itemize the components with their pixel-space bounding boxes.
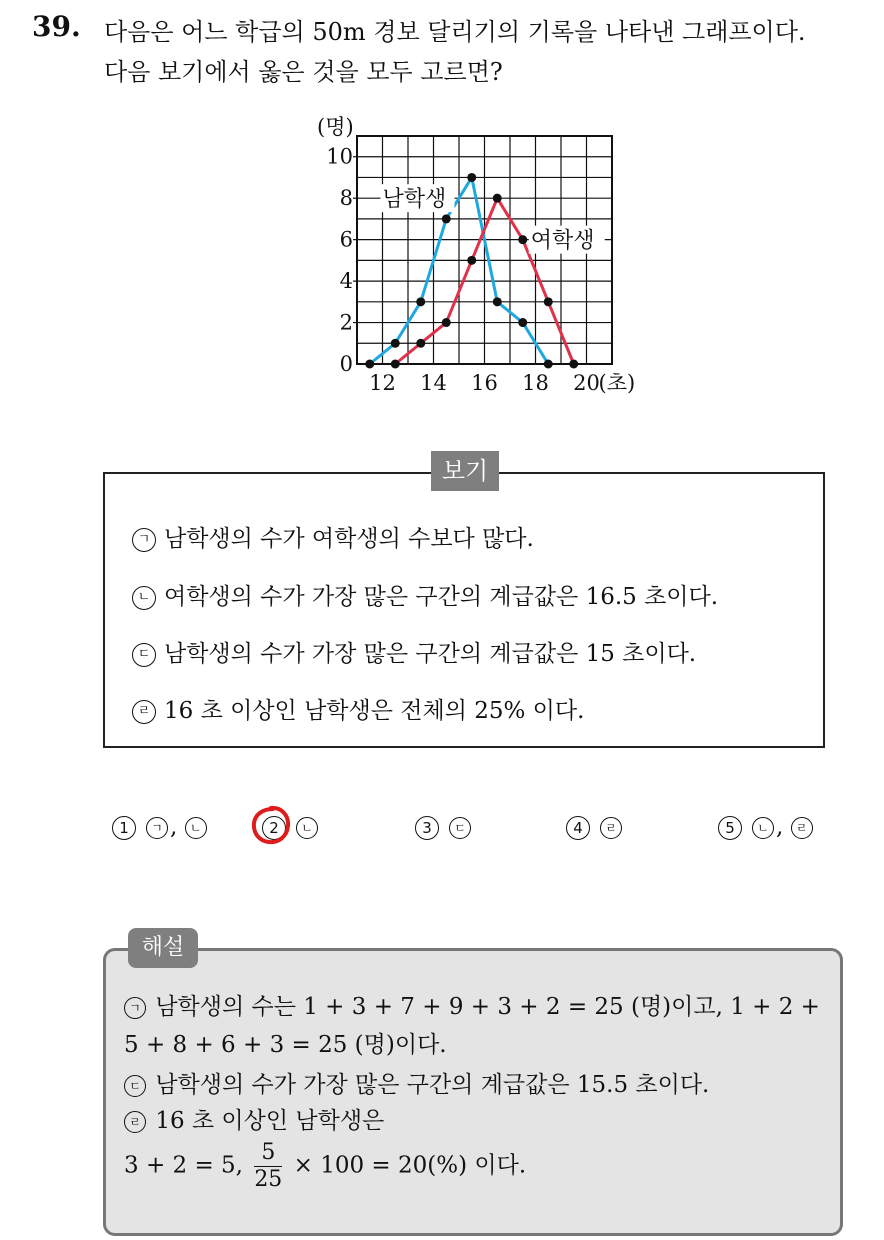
fraction bbox=[254, 1140, 282, 1193]
x-tick-label: 14 bbox=[420, 371, 447, 395]
bogi-item-text: 16 초 이상인 남학생은 전체의 25% 이다. bbox=[164, 698, 585, 724]
bogi-item bbox=[132, 692, 584, 725]
x-tick-label: 16 bbox=[471, 371, 498, 395]
data-point bbox=[442, 214, 451, 223]
mark-rieul: ㄹ bbox=[124, 1111, 146, 1133]
y-tick-label: 10 bbox=[326, 144, 353, 169]
question-number: 39. bbox=[32, 10, 81, 43]
answer-red-circle bbox=[250, 804, 292, 846]
bogi-item-mark: ㄱ bbox=[132, 528, 156, 552]
bogi-title: 보기 bbox=[431, 451, 499, 491]
fraction-numerator: 5 bbox=[254, 1140, 282, 1167]
x-axis-label: (초) bbox=[598, 371, 636, 395]
data-point bbox=[569, 360, 578, 369]
data-point bbox=[518, 235, 527, 244]
solution-line2: 5 + 8 + 6 + 3 = 25 (명)이다. bbox=[124, 1032, 447, 1058]
bogi-item bbox=[132, 635, 696, 668]
solution-line3 bbox=[124, 1066, 709, 1099]
data-point bbox=[416, 339, 425, 348]
choice-number: 3 bbox=[415, 816, 439, 840]
choice-number: 1 bbox=[112, 816, 136, 840]
choice-mark: ㄴ bbox=[296, 817, 318, 839]
y-tick-label: 6 bbox=[339, 227, 353, 252]
choice-mark: ㄴ bbox=[752, 817, 774, 839]
choice-mark: ㄹ bbox=[600, 817, 622, 839]
choice-4[interactable] bbox=[566, 814, 624, 840]
choice-mark: ㄱ bbox=[146, 817, 168, 839]
data-point bbox=[544, 360, 553, 369]
choice-number: 5 bbox=[718, 816, 742, 840]
fraction-denominator: 25 bbox=[254, 1167, 283, 1192]
y-tick-label: 2 bbox=[339, 310, 353, 335]
y-tick-label: 4 bbox=[339, 269, 353, 294]
data-point bbox=[391, 339, 400, 348]
record-line-chart bbox=[300, 108, 660, 408]
series-label-female: 여학생 bbox=[530, 228, 595, 254]
data-point bbox=[365, 360, 374, 369]
solution-line5 bbox=[124, 1140, 526, 1193]
choice-mark: ㄴ bbox=[185, 817, 207, 839]
bogi-item-text: 여학생의 수가 가장 많은 구간의 계급값은 16.5 초이다. bbox=[164, 584, 719, 610]
solution-title: 해설 bbox=[128, 928, 198, 968]
bogi-item-text: 남학생의 수가 여학생의 수보다 많다. bbox=[164, 526, 534, 552]
y-axis-label: (명) bbox=[317, 115, 354, 139]
data-point bbox=[493, 297, 502, 306]
series-label-male: 남학생 bbox=[382, 187, 447, 213]
solution-line5-b: × 100 = 20(%) 이다. bbox=[293, 1152, 527, 1179]
data-point bbox=[391, 360, 400, 369]
choice-number: 2 bbox=[262, 816, 286, 840]
mark-digeut: ㄷ bbox=[124, 1075, 146, 1097]
solution-line1-text: 남학생의 수는 1 + 3 + 7 + 9 + 3 + 2 = 25 (명)이고, 1 + 2 + bbox=[155, 994, 820, 1020]
question-text-line1: 다음은 어느 학급의 50m 경보 달리기의 기록을 나타낸 그래프이다. bbox=[104, 18, 806, 46]
data-point bbox=[467, 173, 476, 182]
data-point bbox=[544, 297, 553, 306]
data-point bbox=[518, 318, 527, 327]
x-tick-label: 12 bbox=[369, 371, 396, 395]
choice-mark: ㄷ bbox=[449, 817, 471, 839]
bogi-item bbox=[132, 578, 718, 611]
bogi-item-mark: ㄴ bbox=[132, 586, 156, 610]
data-point bbox=[493, 194, 502, 203]
choice-number: 4 bbox=[566, 816, 590, 840]
x-tick-label: 20 bbox=[573, 371, 600, 395]
data-point bbox=[442, 318, 451, 327]
choice-mark: ㄹ bbox=[791, 817, 813, 839]
solution-line4 bbox=[124, 1102, 384, 1135]
solution-line4-text: 16 초 이상인 남학생은 bbox=[155, 1108, 385, 1134]
data-point bbox=[467, 256, 476, 265]
choice-5[interactable]: 5 ㄴ , ㄹ bbox=[718, 814, 815, 840]
question-text-line2: 다음 보기에서 옳은 것을 모두 고르면? bbox=[104, 58, 503, 86]
bogi-item-mark: ㄹ bbox=[132, 700, 156, 724]
choice-1[interactable]: 1 ㄱ , ㄴ bbox=[112, 814, 209, 840]
x-tick-label: 18 bbox=[522, 371, 549, 395]
bogi-item-text: 남학생의 수가 가장 많은 구간의 계급값은 15 초이다. bbox=[164, 641, 697, 667]
solution-line3-text: 남학생의 수가 가장 많은 구간의 계급값은 15.5 초이다. bbox=[155, 1072, 710, 1098]
solution-line1 bbox=[124, 988, 820, 1021]
y-tick-label: 8 bbox=[339, 186, 353, 211]
bogi-item-mark: ㄷ bbox=[132, 643, 156, 667]
choice-3[interactable] bbox=[415, 814, 473, 840]
data-point bbox=[416, 297, 425, 306]
solution-line5-a: 3 + 2 = 5, bbox=[124, 1152, 243, 1179]
y-tick-label: 0 bbox=[339, 352, 353, 376]
mark-giyeok: ㄱ bbox=[124, 997, 146, 1019]
bogi-item bbox=[132, 520, 534, 553]
